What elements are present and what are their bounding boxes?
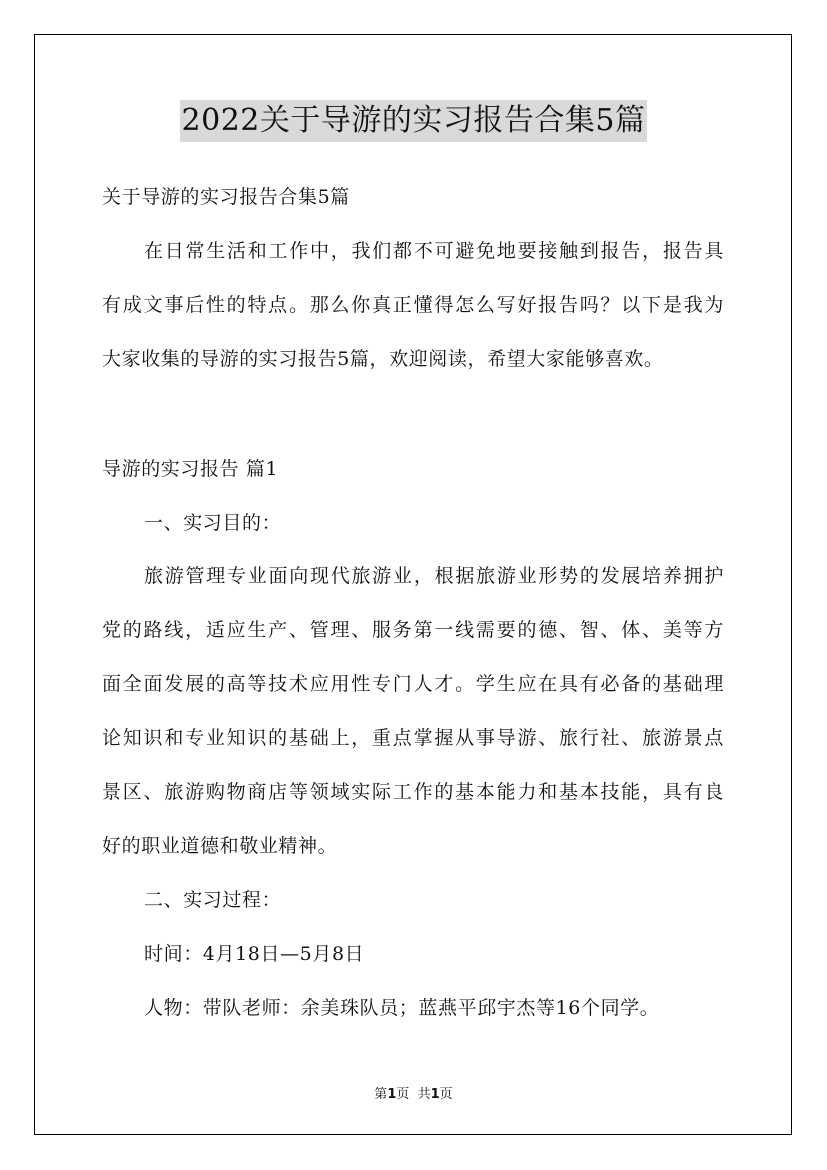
purpose-line-4: 论知识和专业知识的基础上，重点掌握从事导游、旅行社、旅游景点 [102,727,724,749]
purpose-line-1: 旅游管理专业面向现代旅游业，根据旅游业形势的发展培养拥护 [144,565,724,587]
footer-page-total: 1 [430,1087,440,1102]
purpose-line-3: 面全面发展的高等技术应用性专门人才。学生应在具有必备的基础理 [102,673,724,695]
process-heading: 二、实习过程： [144,889,282,911]
footer-mid: 页 共 [396,1087,431,1102]
intro-line-3: 大家收集的导游的实习报告5篇，欢迎阅读，希望大家能够喜欢。 [102,348,664,370]
document-title: 2022关于导游的实习报告合集5篇 [180,100,648,142]
intro-line-2: 有成文事后性的特点。那么你真正懂得怎么写好报告吗？以下是我为 [102,294,724,316]
page-footer [0,1083,827,1102]
purpose-line-5: 景区、旅游购物商店等领域实际工作的基本能力和基本技能，具有良 [102,781,724,803]
section-heading: 导游的实习报告 篇1 [102,458,279,480]
footer-prefix: 第 [374,1087,388,1102]
purpose-line-2: 党的路线，适应生产、管理、服务第一线需要的德、智、体、美等方 [102,619,724,641]
purpose-line-6: 好的职业道德和敬业精神。 [102,835,338,857]
footer-page-number: 1 [387,1087,397,1102]
intro-line-1: 在日常生活和工作中，我们都不可避免地要接触到报告，报告具 [144,240,724,262]
footer-suffix: 页 [439,1087,453,1102]
purpose-heading: 一、实习目的： [144,512,282,534]
document-subtitle: 关于导游的实习报告合集5篇 [102,186,350,208]
time-line: 时间：4月18日—5月8日 [144,943,365,965]
people-line: 人物：带队老师：余美珠队员；蓝燕平邱宇杰等16个同学。 [144,997,660,1019]
